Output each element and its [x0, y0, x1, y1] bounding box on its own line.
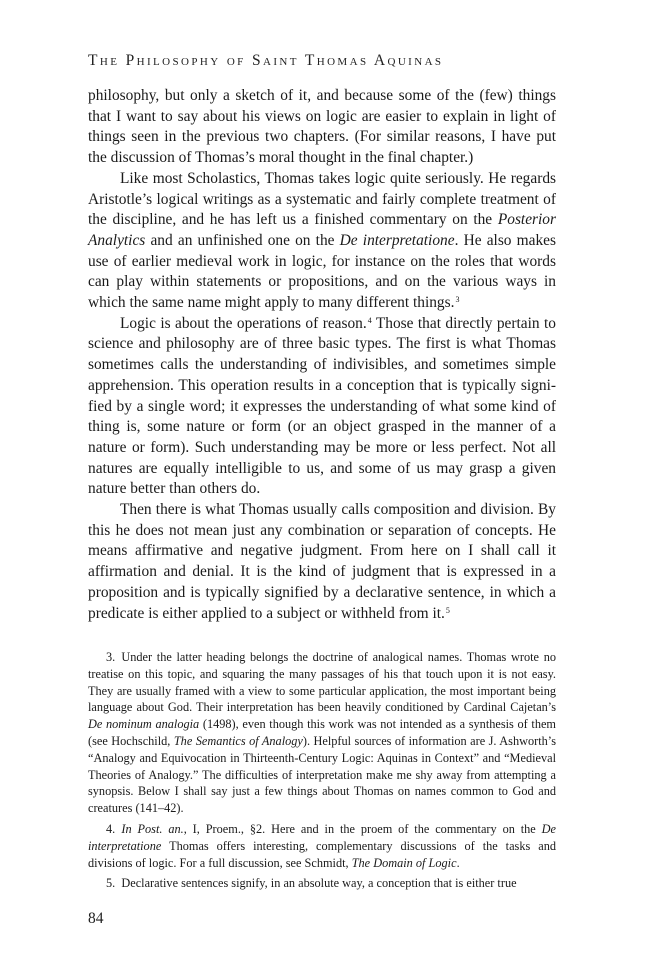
footnote-ref-5[interactable]: 5 — [445, 605, 450, 615]
page-number: 84 — [88, 910, 104, 927]
footnote-3: 3. Under the latter heading belongs the doctrine of analogical names. Thomas wrote no treatise on this topic, and squaring the many passages of his that touch upon it is not easy. They are usually framed with a view to some particular application, the most important being language about God. Their interpretation has been heavily conditioned by Cardinal Cajetan’s De nominum analogia (1498), even though this work was not intended as a synthesis of them (see Hochschild, The Semantics of Analogy). Helpful sources of information are J. Ashworth’s “Analogy and Equivocation in Thirteenth-Century Logic: Aquinas in Context” and “Medieval Theories of Analogy.” The difficulties of interpretation make me shy away from attempting a synopsis. Below I shall say just a few things about Thomas on names common to God and creatures (141–42). — [88, 650, 556, 816]
footnote-ref-3[interactable]: 3 — [455, 295, 460, 305]
main-text — [88, 86, 556, 624]
running-head: The Philosophy of Saint Thomas Aquinas — [88, 52, 444, 69]
title-de-interpretatione: De interpretatione — [339, 231, 455, 249]
footnote-ref-4[interactable]: 4 — [367, 315, 372, 325]
paragraph-3: Logic is about the operations of reason.$^4$ Those that directly pertain to science and philosophy are of three basic types. The first is what Thomas sometimes calls the understanding of indivisibles, and sometimes simple apprehension. This operation results in a conception that is typically signified by a single word; it expresses the understanding of what some kind of thing is, some nature or form (or an object grasped in the manner of a nature or form). Such understanding may be more or less perfect. Not all natures are equally intelligible to us, and some of us may grasp a given nature better than others do. — [88, 314, 556, 498]
paragraph-4: Then there is what Thomas usually calls composition and division. By this he does not mean just any combination or separation of concepts. He means affirmative and negative judgment. From here on I shall call it affirmation and denial. It is the kind of judgment that is expressed in a proposition and is typically signified by a declarative sentence, in which a predicate is either applied to a subject or withheld from it.$^5$ — [88, 501, 556, 622]
footnotes — [88, 649, 556, 896]
paragraph-1: philosophy, but only a sketch of it, and because some of the (few) things that I want to say about his views on logic are easier to explain in light of things seen in the previous two chapters. (For similar reasons, I have put the discussion of Thomas’s moral thought in the final chapter.) — [88, 87, 556, 167]
footnote-4: 4. In Post. an., I, Proem., §2. Here and in the proem of the commentary on the De interpretatione Thomas offers interesting, complementary discussions of the tasks and divisions of logic. For a full discussion, see Schmidt, The Domain of Logic. — [88, 821, 556, 870]
paragraph-2: Like most Scholastics, Thomas takes logic quite seriously. He regards Aristotle’s logical writings as a systematic and fairly complete treatment of the discipline, and he has left us a finished commentary on the Posterior Analytics and an unfinished one on the De interpretatione. He also makes use of earlier medieval work in logic, for instance on the roles that words can play within statements or propositions, and on the various ways in which the same name might apply to many different things.$^3$ — [88, 169, 556, 312]
footnote-5: 5. Declarative sentences signify, in an absolute way, a conception that is either true — [106, 876, 517, 891]
title-posterior-analytics: Posterior Analytics — [88, 211, 556, 249]
